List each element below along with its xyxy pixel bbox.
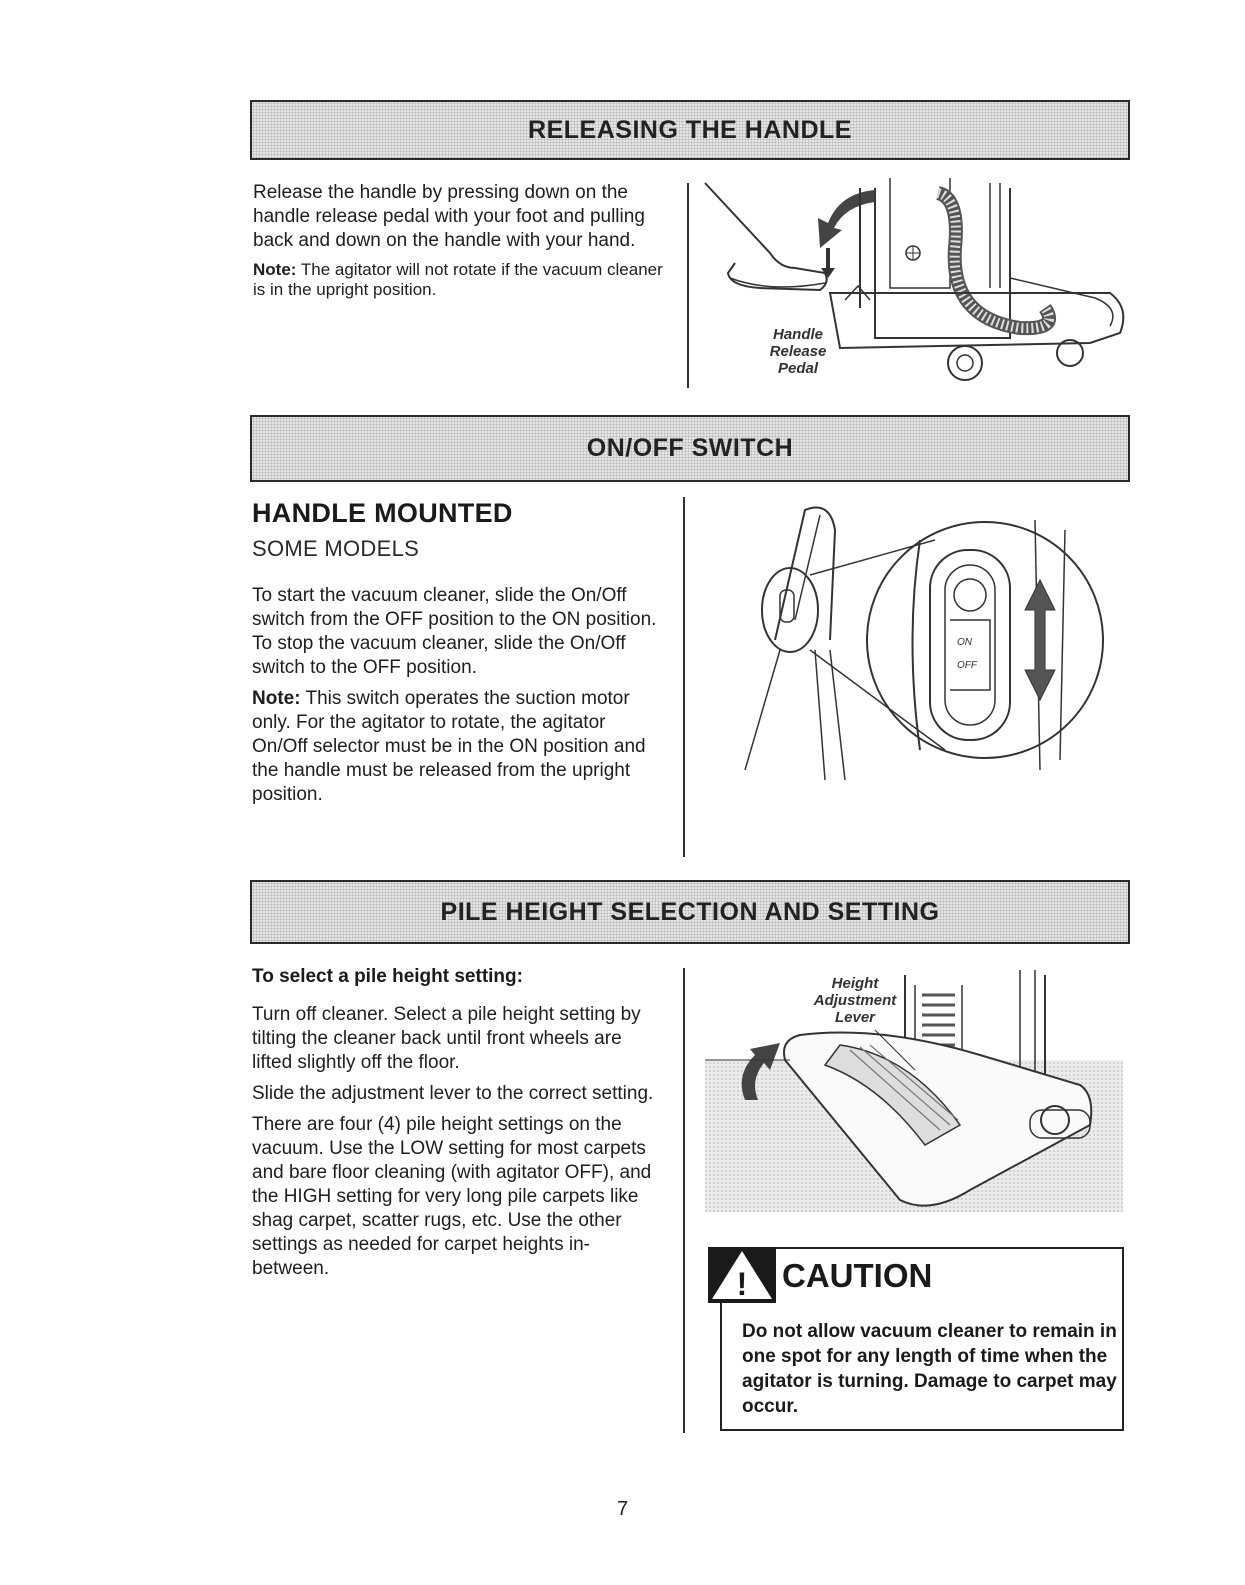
handle-release-pedal-caption [758,326,838,377]
caption-line: Adjustment [813,992,897,1009]
caption-line: Release [769,343,827,360]
some-models-subheading: SOME MODELS [252,536,420,561]
onoff-paragraph: To start the vacuum cleaner, slide the On/Off switch from the OFF position to the ON position. To stop the vacuum cleaner, slide the On/Off switch to the OFF position. [252,585,657,678]
caution-text: Do not allow vacuum cleaner to remain in one spot for any length of time when the agitator is turning. Damage to carpet may occur. [742,1321,1117,1417]
pile-height-heading: To select a pile height setting: [252,966,523,987]
caution-box [720,1247,1124,1431]
pile-paragraph-2: Slide the adjustment lever to the correct setting. [252,1083,654,1104]
releasing-text [253,181,673,307]
pile-paragraph-3: There are four (4) pile height settings on the vacuum. Use the LOW setting for most carpets and bare floor cleaning (with agitator OFF), and the HIGH setting for very long pile carpets like shag carpet, scatter rugs, etc. Use the other settings as needed for carpet heights in-between. [252,1114,652,1279]
column-divider [683,968,685,1433]
caption-line: Handle [772,326,823,343]
releasing-paragraph: Release the handle by pressing down on the handle release pedal with your foot and pulling back and down on the handle with your hand. [253,182,645,251]
section-title: RELEASING THE HANDLE [528,115,852,144]
section-title: ON/OFF SWITCH [586,434,794,462]
section-banner-releasing [250,100,1130,160]
section-title: PILE HEIGHT SELECTION AND SETTING [440,897,940,926]
caption-line: Lever [834,1009,876,1026]
height-adjustment-lever-caption [800,975,910,1026]
switch-on-label: ON [957,637,972,648]
switch-off-label: OFF [957,660,977,671]
onoff-text [252,584,662,814]
caption-line: Pedal [777,360,819,377]
section-banner-onoff [250,415,1130,482]
pile-paragraph-1: Turn off cleaner. Select a pile height setting by tilting the cleaner back until front wheels are lifted slightly off the floor. [252,1004,641,1073]
note-label: Note: [252,688,301,709]
caption-line: Height [831,975,879,992]
onoff-switch-illustration [735,500,1115,790]
page-number: 7 [616,1498,629,1520]
handle-mounted-heading: HANDLE MOUNTED [252,498,513,528]
section-banner-pile-height [250,880,1130,944]
warning-mark: ! [736,1266,748,1302]
caution-heading: CAUTION [782,1257,933,1294]
pile-height-illustration [700,965,1125,1220]
column-divider [683,497,685,857]
column-divider [687,183,689,388]
note-text: The agitator will not rotate if the vacuum cleaner is in the upright position. [253,260,663,299]
pile-height-text [252,1003,664,1288]
note-text: This switch operates the suction motor only. For the agitator to rotate, the agitator On/Off selector must be in the ON position and the handle must be released from the upright position. [252,688,646,805]
warning-triangle-icon [708,1247,776,1303]
onoff-note [252,687,662,807]
note-label: Note: [253,260,297,279]
releasing-note [253,260,673,300]
